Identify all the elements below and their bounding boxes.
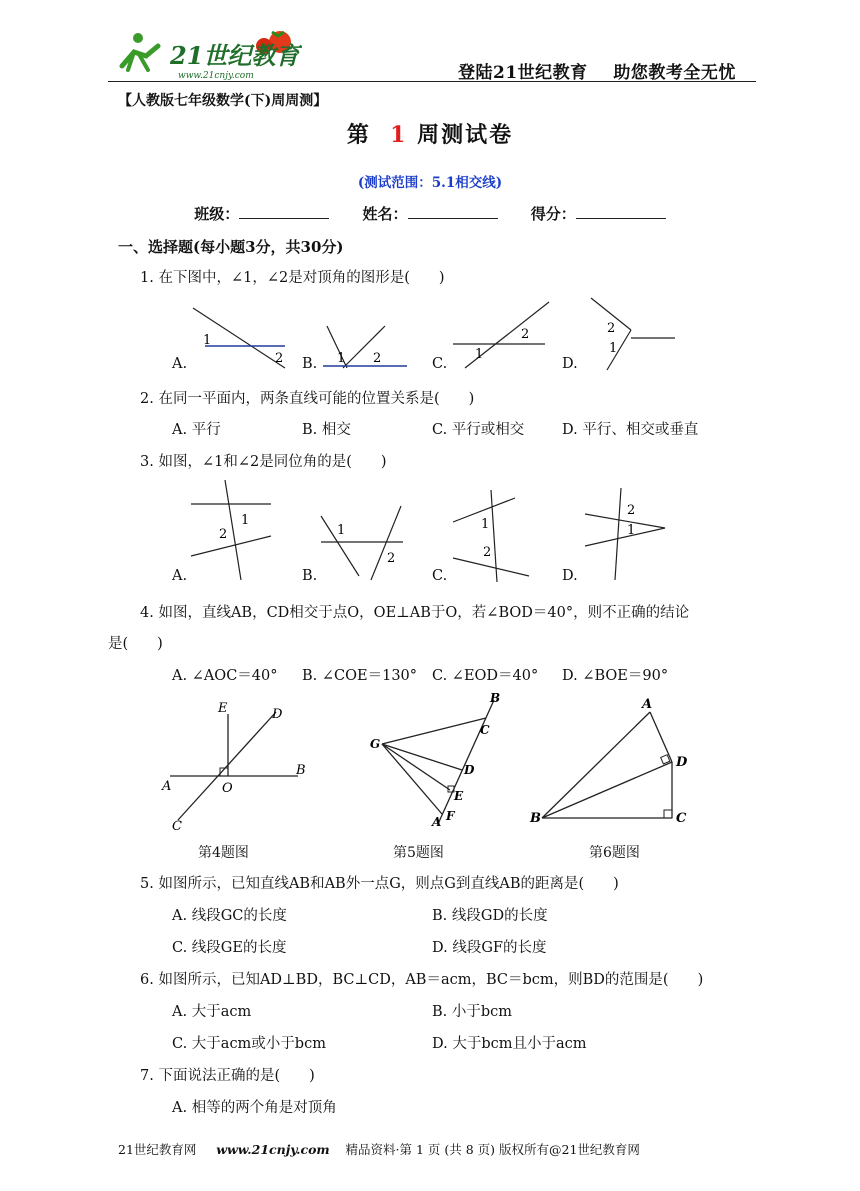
title-prefix: 第 (346, 122, 371, 148)
title-number: 1 (390, 122, 408, 148)
svg-text:1: 1 (475, 347, 484, 362)
svg-text:1: 1 (337, 523, 346, 538)
footer-left: 21世纪教育网 (118, 1142, 197, 1157)
svg-text:B: B (296, 763, 306, 778)
svg-text:C: C (172, 819, 182, 834)
question-4-option-d[interactable]: D. ∠BOE＝90° (562, 668, 669, 684)
svg-text:2: 2 (607, 321, 616, 336)
question-4-option-c[interactable]: C. ∠EOD＝40° (432, 668, 539, 684)
figure-5 (370, 691, 500, 829)
svg-text:2: 2 (219, 527, 228, 542)
svg-text:1: 1 (481, 517, 490, 532)
svg-text:1: 1 (337, 351, 346, 366)
svg-text:G: G (370, 737, 381, 751)
question-4-option-a[interactable]: A. ∠AOC＝40° (172, 668, 278, 684)
footer-right: 精品资料·第 1 页 (共 8 页) 版权所有@21世纪教育网 (345, 1142, 640, 1157)
svg-text:C: C (676, 811, 687, 826)
svg-text:C: C (480, 723, 490, 737)
svg-text:D: D (464, 763, 475, 777)
svg-text:2: 2 (627, 503, 636, 518)
question-3-option-a[interactable]: A. (172, 568, 188, 584)
svg-text:1: 1 (609, 341, 618, 356)
question-2-option-b[interactable]: B. 相交 (302, 422, 351, 438)
page-title (0, 118, 860, 149)
question-3-option-d[interactable]: D. (562, 568, 578, 584)
svg-text:A: A (432, 815, 442, 829)
question-7-stem: 7. 下面说法正确的是( ) (140, 1068, 315, 1084)
student-info (0, 203, 860, 224)
svg-text:A: A (162, 779, 172, 794)
question-5-option-c[interactable]: C. 线段GE的长度 (172, 940, 287, 956)
svg-text:B: B (530, 811, 541, 826)
question-1-option-a[interactable]: A. (172, 356, 188, 372)
score-field[interactable] (576, 204, 666, 219)
question-1-option-d[interactable]: D. (562, 356, 578, 372)
title-suffix: 周测试卷 (417, 122, 514, 148)
name-label: 姓名： (362, 205, 408, 223)
logo-url: www.21cnjy.com (178, 71, 254, 81)
figure-4 (161, 701, 306, 834)
svg-text:2: 2 (483, 545, 492, 560)
question-6-option-b[interactable]: B. 小于bcm (432, 1004, 513, 1020)
question-3-option-c[interactable]: C. (432, 568, 448, 584)
logo[interactable] (112, 26, 302, 82)
header-divider (108, 81, 756, 82)
svg-text:1: 1 (627, 523, 636, 538)
question-2-option-d[interactable]: D. 平行、相交或垂直 (562, 422, 699, 438)
footer (118, 1140, 640, 1158)
section-heading: 一、选择题(每小题3分，共30分) (118, 238, 344, 256)
question-2-option-c[interactable]: C. 平行或相交 (432, 422, 525, 438)
logo-text: 21世纪教育 (170, 41, 300, 70)
question-5-option-a[interactable]: A. 线段GC的长度 (172, 908, 287, 924)
svg-text:E: E (218, 701, 228, 716)
question-6-stem: 6. 如图所示，已知AD⊥BD，BC⊥CD，AB＝acm，BC＝bcm，则BD的范围是( ) (140, 972, 704, 988)
svg-text:D: D (676, 755, 688, 770)
question-3-option-b[interactable]: B. (302, 568, 318, 584)
figures-4-5-6 (150, 690, 710, 840)
question-1-figures (175, 296, 735, 372)
svg-text:1: 1 (203, 333, 212, 348)
figure-6-caption: 第6题图 (589, 845, 640, 861)
question-2-option-a[interactable]: A. 平行 (172, 422, 221, 438)
question-4-stem-line1: 4. 如图，直线AB，CD相交于点O，OE⊥AB于O，若∠BOD＝40°，则不正确的结论 (140, 605, 690, 621)
svg-text:2: 2 (521, 327, 530, 342)
header-slogan: 登陆21世纪教育 助您教考全无忧 (458, 63, 736, 83)
figure-6 (529, 697, 688, 826)
svg-text:O: O (222, 781, 233, 796)
question-4-stem-line2: 是( ) (108, 636, 163, 652)
question-5-option-d[interactable]: D. 线段GF的长度 (432, 940, 547, 956)
svg-text:D: D (272, 707, 283, 722)
figure-4-caption: 第4题图 (198, 845, 249, 861)
question-2-stem: 2. 在同一平面内，两条直线可能的位置关系是( ) (140, 391, 475, 407)
figure-5-caption: 第5题图 (393, 845, 444, 861)
question-1-stem: 1. 在下图中，∠1，∠2是对顶角的图形是( ) (140, 270, 445, 286)
svg-text:2: 2 (373, 351, 382, 366)
question-6-option-d[interactable]: D. 大于bcm且小于acm (432, 1036, 587, 1052)
test-range: (测试范围：5.1相交线) (357, 175, 503, 191)
score-label: 得分： (530, 205, 576, 223)
svg-text:2: 2 (387, 551, 396, 566)
question-5-option-b[interactable]: B. 线段GD的长度 (432, 908, 548, 924)
question-1-option-c[interactable]: C. (432, 356, 448, 372)
svg-text:1: 1 (241, 513, 250, 528)
question-4-option-b[interactable]: B. ∠COE＝130° (302, 668, 418, 684)
class-field[interactable] (239, 204, 329, 219)
svg-text:E: E (454, 789, 464, 803)
question-6-option-c[interactable]: C. 大于acm或小于bcm (172, 1036, 326, 1052)
question-3-stem: 3. 如图，∠1和∠2是同位角的是( ) (140, 454, 387, 470)
question-5-stem: 5. 如图所示，已知直线AB和AB外一点G，则点G到直线AB的距离是( ) (140, 876, 619, 892)
svg-text:B: B (490, 691, 501, 705)
logo-graphic (112, 26, 302, 82)
svg-text:A: A (642, 697, 653, 712)
question-7-option-a[interactable]: A. 相等的两个角是对顶角 (172, 1100, 337, 1116)
question-1-option-b[interactable]: B. (302, 356, 318, 372)
question-6-option-a[interactable]: A. 大于acm (172, 1004, 252, 1020)
footer-url[interactable]: www.21cnjy.com (216, 1142, 330, 1157)
name-field[interactable] (408, 204, 498, 219)
svg-text:F: F (446, 809, 455, 823)
class-label: 班级： (194, 205, 240, 223)
svg-text:2: 2 (275, 351, 284, 366)
series-label: 【人教版七年级数学(下)周周测】 (118, 93, 328, 109)
